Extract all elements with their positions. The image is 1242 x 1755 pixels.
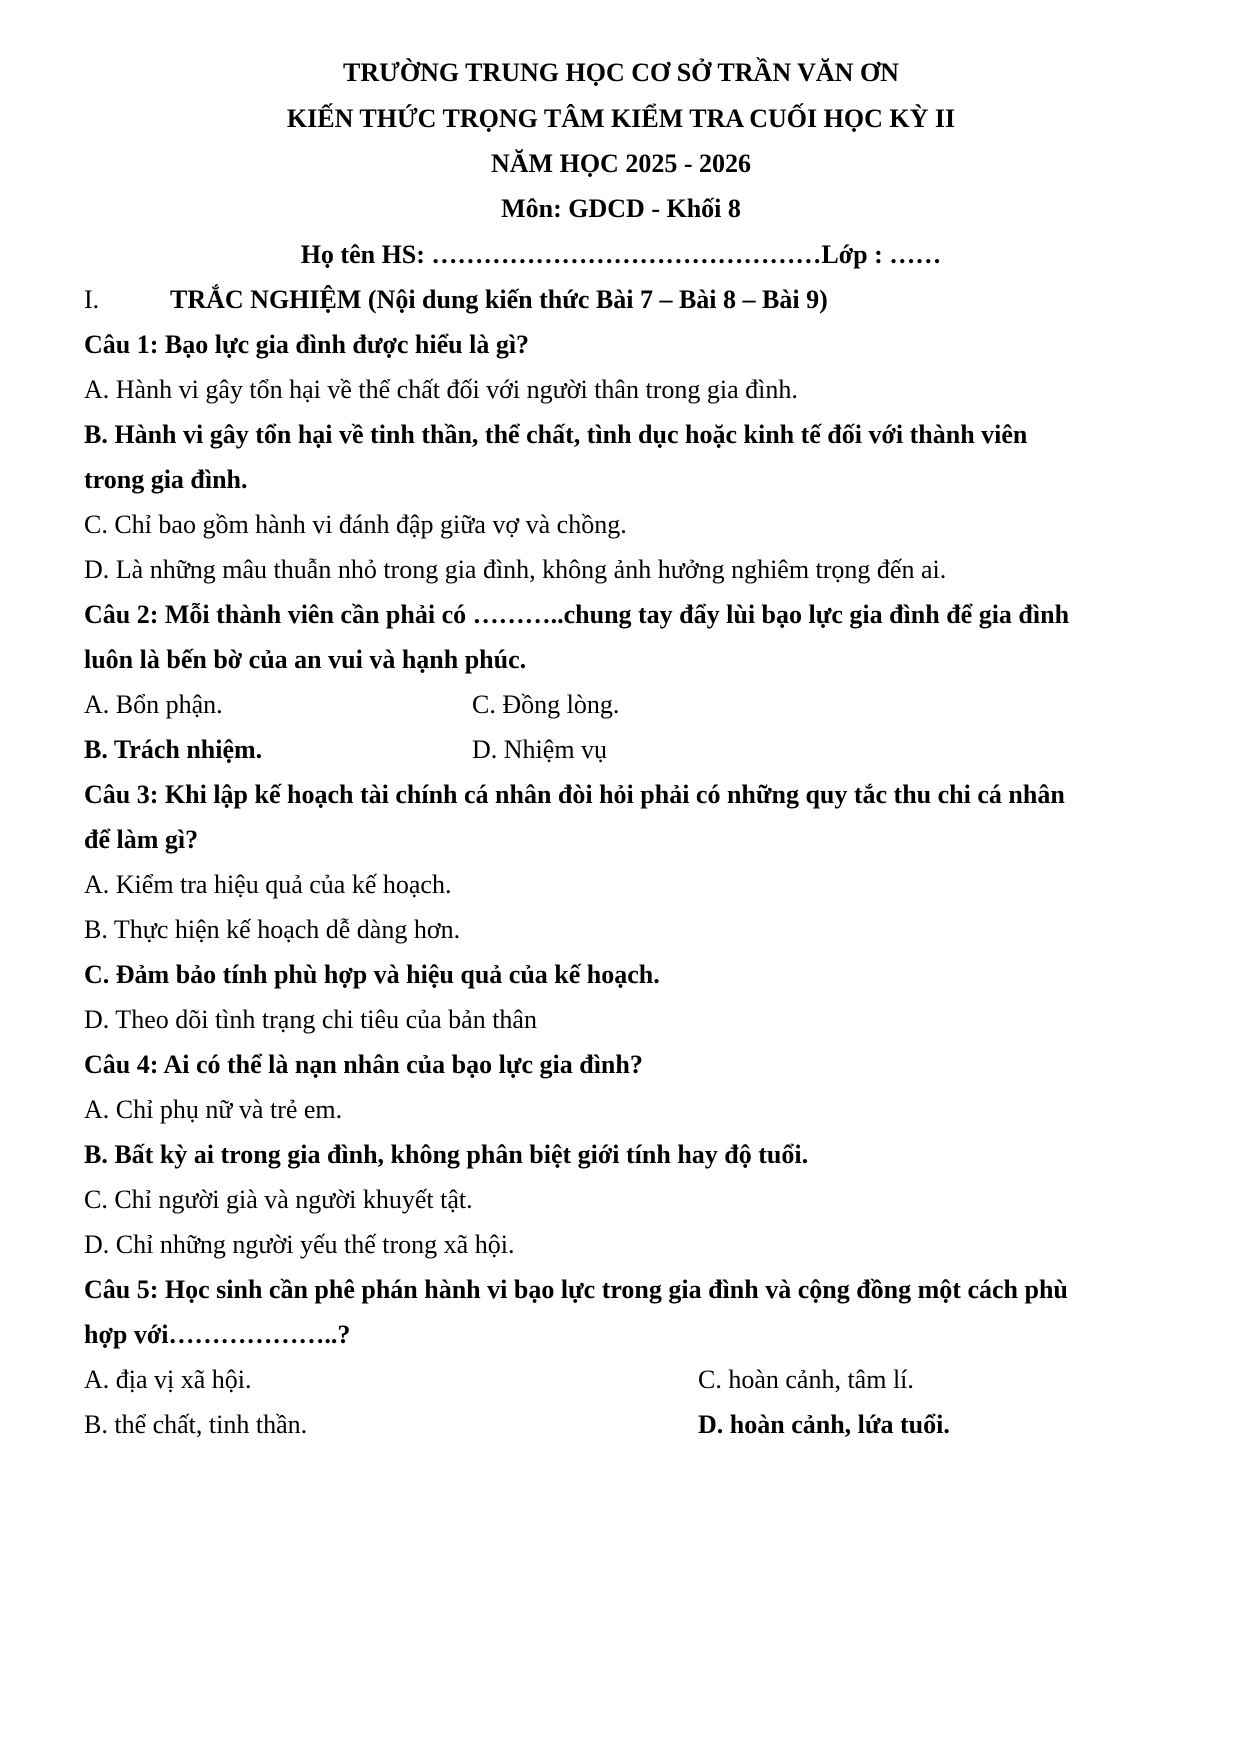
question-2-line2: luôn là bến bờ của an vui và hạnh phúc.: [84, 645, 527, 674]
student-info-line: Họ tên HS: ………………………………………Lớp : ……: [300, 240, 942, 269]
q2-option-d: D. Nhiệm vụ: [472, 735, 608, 764]
q3-option-c: C. Đảm bảo tính phù hợp và hiệu quả của kế hoạch.: [84, 960, 660, 989]
question-5-line1: Câu 5: Học sinh cần phê phán hành vi bạo lực trong gia đình và cộng đồng một cách phù: [84, 1275, 1068, 1304]
q1-option-b-line2: trong gia đình.: [84, 465, 248, 494]
q4-option-b: B. Bất kỳ ai trong gia đình, không phân biệt giới tính hay độ tuổi.: [84, 1140, 809, 1169]
q4-option-c: C. Chỉ người già và người khuyết tật.: [84, 1185, 473, 1214]
question-3-line1: [84, 780, 1065, 810]
question-2-line1: Câu 2: Mỗi thành viên cần phải có ………..chung tay đẩy lùi bạo lực gia đình để gia đình: [84, 600, 1070, 629]
question-3-line2: để làm gì?: [84, 825, 199, 854]
q3-option-b: B. Thực hiện kế hoạch dễ dàng hơn.: [84, 915, 461, 944]
q4-option-d: D. Chỉ những người yếu thế trong xã hội.: [84, 1230, 515, 1259]
q1-option-b-line1: B. Hành vi gây tổn hại về tinh thần, thể chất, tình dục hoặc kinh tế đối với thành viên: [84, 420, 1028, 449]
q2-option-b: B. Trách nhiệm.: [84, 735, 263, 764]
q3-option-d: D. Theo dõi tình trạng chi tiêu của bản thân: [84, 1005, 537, 1034]
q3-option-a: A. Kiểm tra hiệu quả của kế hoạch.: [84, 870, 452, 899]
question-4: Câu 4: Ai có thể là nạn nhân của bạo lực gia đình?: [84, 1050, 643, 1079]
school-year: NĂM HỌC 2025 - 2026: [491, 149, 751, 178]
school-name: TRƯỜNG TRUNG HỌC CƠ SỞ TRẦN VĂN ƠN: [343, 58, 899, 87]
q2-option-a: A. Bổn phận.: [84, 690, 223, 719]
section-number: I.: [84, 285, 100, 314]
q1-option-d: D. Là những mâu thuẫn nhỏ trong gia đình, không ảnh hưởng nghiêm trọng đến ai.: [84, 555, 947, 584]
q5-option-b: B. thể chất, tinh thần.: [84, 1410, 308, 1439]
q5-option-c: C. hoàn cảnh, tâm lí.: [698, 1365, 914, 1394]
q2-option-c: C. Đồng lòng.: [472, 690, 620, 719]
question-3-text: : Khi lập kế hoạch tài chính cá nhân đòi hỏi phải có những quy tắc thu chi cá nhân: [149, 780, 1065, 809]
question-1: Câu 1: Bạo lực gia đình được hiểu là gì?: [84, 330, 530, 359]
document-title: KIẾN THỨC TRỌNG TÂM KIỂM TRA CUỐI HỌC KỲ II: [286, 104, 956, 133]
q4-option-a: A. Chỉ phụ nữ và trẻ em.: [84, 1095, 343, 1124]
q5-option-a: A. địa vị xã hội.: [84, 1365, 252, 1394]
q1-option-c: C. Chỉ bao gồm hành vi đánh đập giữa vợ và chồng.: [84, 510, 627, 539]
subject-line: Môn: GDCD - Khối 8: [501, 194, 741, 223]
q1-option-a: A. Hành vi gây tổn hại về thể chất đối với người thân trong gia đình.: [84, 375, 798, 404]
q5-option-d: D. hoàn cảnh, lứa tuổi.: [698, 1410, 950, 1439]
section-title: TRẮC NGHIỆM (Nội dung kiến thức Bài 7 – Bài 8 – Bài 9): [170, 285, 828, 314]
question-5-line2: hợp với………………..?: [84, 1320, 351, 1349]
question-3-label: Câu 3: [84, 780, 150, 809]
